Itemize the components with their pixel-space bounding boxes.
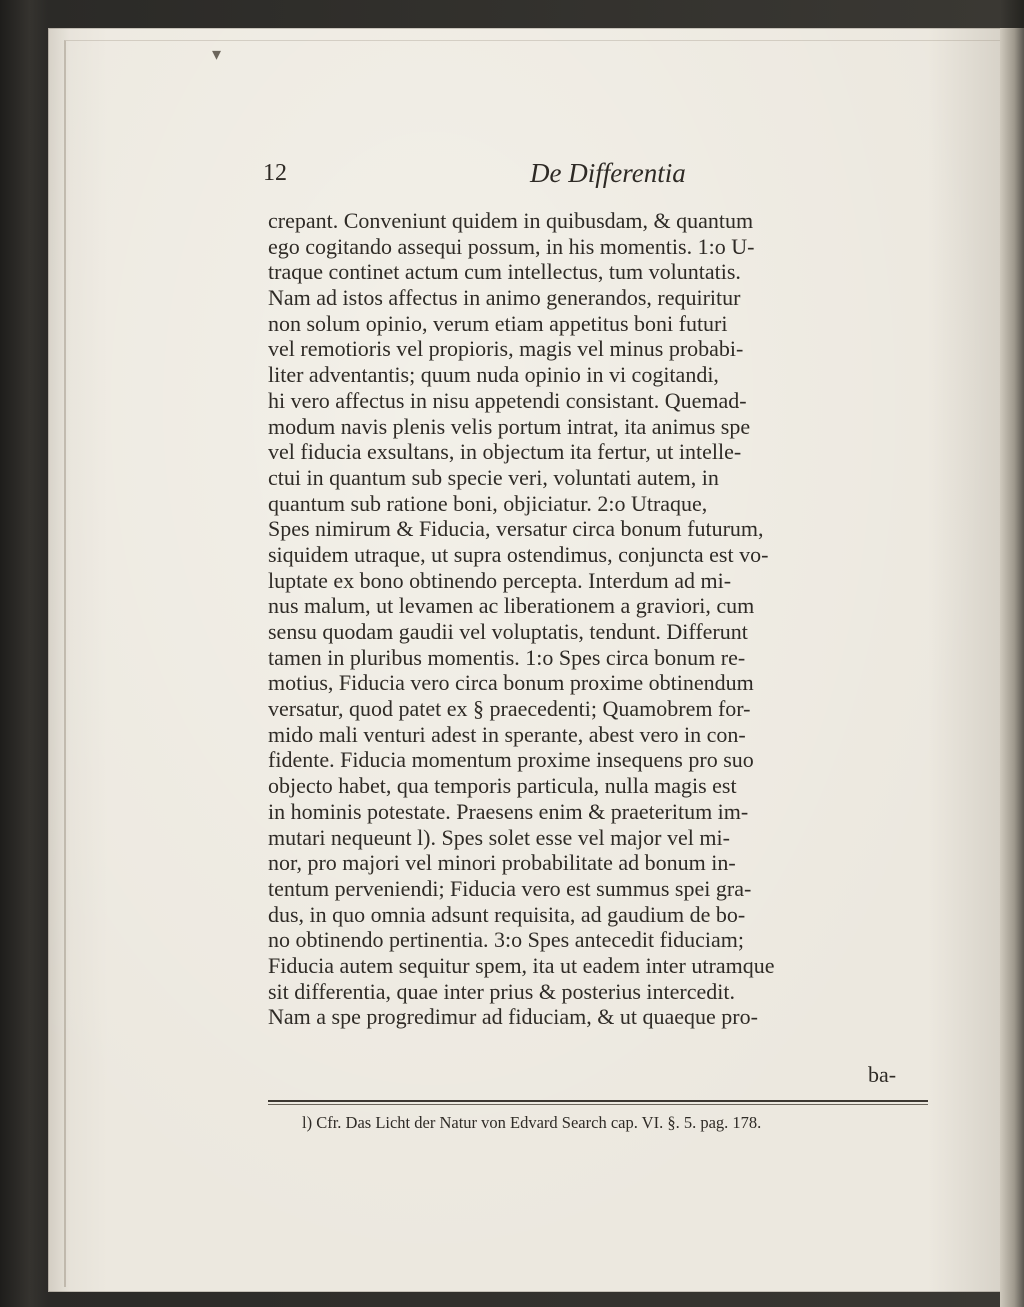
text-line: Fiducia autem sequitur spem, ita ut eadem inter utramque (268, 952, 775, 978)
page-number: 12 (263, 160, 287, 186)
text-line: siquidem utraque, ut supra ostendimus, conjuncta est vo- (268, 541, 769, 567)
text-line: nus malum, ut levamen ac liberationem a graviori, cum (268, 593, 755, 619)
text-line: crepant. Conveniunt quidem in quibusdam, & quantum (268, 208, 754, 233)
text-line: vel fiducia exsultans, in objectum ita fertur, ut intelle- (268, 439, 742, 465)
body-text (268, 208, 928, 1030)
text-line: modum navis plenis velis portum intrat, ita animus spe (268, 413, 751, 439)
text-line: traque continet actum cum intellectus, tum voluntatis. (268, 259, 741, 285)
text-line: tamen in pluribus momentis. 1:o Spes circa bonum re- (268, 644, 746, 670)
text-line: luptate ex bono obtinendo percepta. Interdum ad mi- (268, 567, 732, 593)
text-line: dus, in quo omnia adsunt requisita, ad gaudium de bo- (268, 901, 746, 927)
text-line: sit differentia, quae inter prius & posterius intercedit. (268, 978, 735, 1004)
text-line: versatur, quod patet ex § praecedenti; Quamobrem for- (268, 696, 751, 722)
text-line: sensu quodam gaudii vel voluptatis, tendunt. Differunt (268, 619, 748, 644)
text-line: Nam ad istos affectus in animo generandos, requiritur (268, 285, 741, 311)
binding-mark: ▾ (212, 44, 222, 65)
text-line: tentum perveniendi; Fiducia vero est summus spei gra- (268, 875, 752, 901)
text-line: hi vero affectus in nisu appetendi consistant. Quemad- (268, 387, 747, 413)
text-line: quantum sub ratione boni, objiciatur. 2:o Utraque, (268, 490, 708, 516)
text-line: motius, Fiducia vero circa bonum proxime obtinendum (268, 670, 754, 696)
text-line: ctui in quantum sub specie veri, voluntati autem, in (268, 464, 719, 490)
text-line: mutari nequeunt l). Spes solet esse vel major vel mi- (268, 824, 730, 850)
footnote-rule-thin (268, 1104, 928, 1105)
text-line: in hominis potestate. Praesens enim & praeteritum im- (268, 798, 749, 824)
text-line: nor, pro majori vel minori probabilitate ad bonum in- (268, 850, 736, 876)
text-line: liter adventantis; quum nuda opinio in vi cogitandi, (268, 362, 719, 388)
text-line: mido mali venturi adest in sperante, abest vero in con- (268, 721, 746, 747)
footnote: l) Cfr. Das Licht der Natur von Edvard Search cap. VI. §. 5. pag. 178. (302, 1113, 762, 1132)
running-head: De Differentia (530, 158, 686, 188)
text-line: objecto habet, qua temporis particula, nulla magis est (268, 773, 737, 799)
text-line: no obtinendo pertinentia. 3:o Spes antecedit fiduciam; (268, 927, 744, 953)
catchword: ba- (868, 1062, 897, 1087)
footnote-rule (268, 1100, 928, 1102)
next-page-edge (1000, 28, 1024, 1307)
text-line: ego cogitando assequi possum, in his momentis. 1:o U- (268, 233, 755, 259)
text-line: fidente. Fiducia momentum proxime insequens pro suo (268, 747, 754, 773)
text-line: non solum opinio, verum etiam appetitus boni futuri (268, 310, 728, 336)
text-line: vel remotioris vel propioris, magis vel minus probabi- (268, 336, 744, 362)
text-line: Nam a spe progredimur ad fiduciam, & ut quaeque pro- (268, 1004, 758, 1030)
text-line: Spes nimirum & Fiducia, versatur circa bonum futurum, (268, 516, 764, 542)
